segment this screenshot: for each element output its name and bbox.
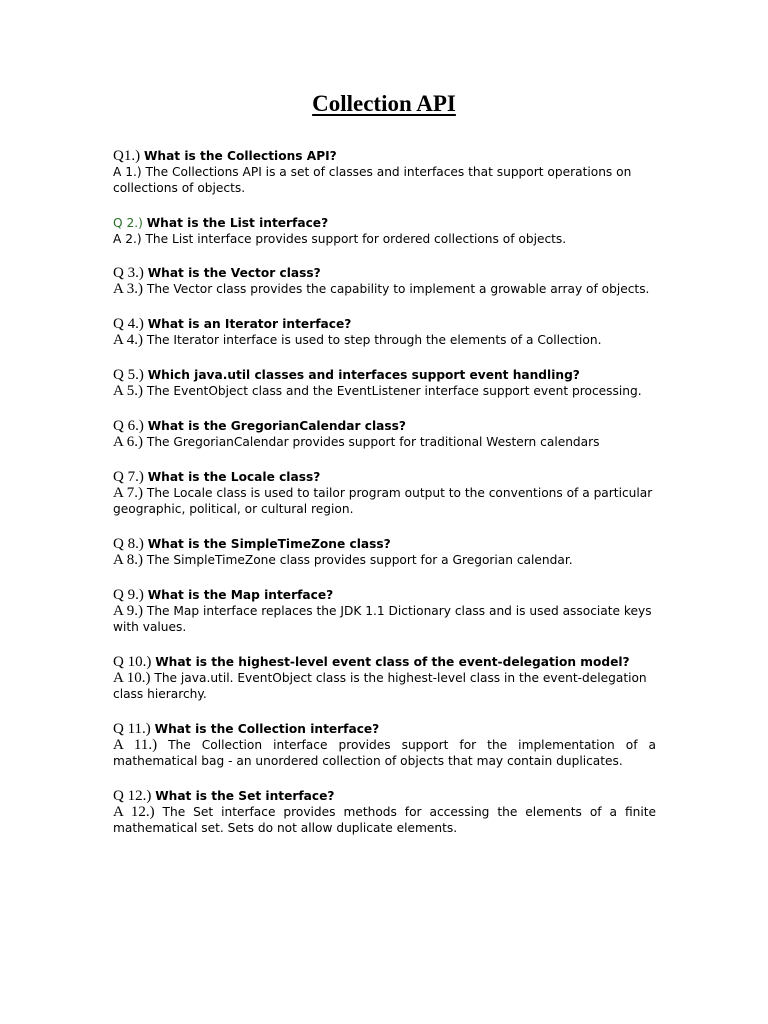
question-10	[113, 654, 656, 670]
answer-11	[113, 737, 656, 769]
answer-8	[113, 552, 656, 568]
answer-text: The Vector class provides the capability to implement a growable array of objects.	[146, 282, 650, 296]
qa-item-2	[113, 215, 656, 247]
question-6	[113, 418, 656, 434]
question-text: What is the List interface?	[146, 216, 329, 230]
qa-item-10	[113, 654, 656, 702]
answer-text: The Iterator interface is used to step through the elements of a Collection.	[146, 333, 602, 347]
qa-item-1	[113, 148, 656, 196]
answer-label: A 1.)	[113, 165, 142, 179]
answer-2	[113, 231, 656, 247]
question-7	[113, 469, 656, 485]
answer-text: The GregorianCalendar provides support for traditional Western calendars	[146, 435, 600, 449]
qa-item-9	[113, 587, 656, 635]
answer-text: The EventObject class and the EventListener interface support event processing.	[146, 384, 642, 398]
question-text: Which java.util classes and interfaces support event handling?	[147, 368, 580, 382]
answer-text: The Set interface provides methods for accessing the elements of a finite mathematical set. Sets do not allow duplicate elements.	[113, 805, 657, 835]
answer-text: The java.util. EventObject class is the highest-level class in the event-delegation class hierarchy.	[113, 671, 647, 701]
qa-item-6	[113, 418, 656, 450]
question-label: Q 5.)	[113, 367, 144, 383]
answer-label: A 3.)	[113, 281, 143, 297]
answer-4	[113, 332, 656, 348]
question-2	[113, 215, 656, 231]
answer-text: The Map interface replaces the JDK 1.1 Dictionary class and is used associate keys with values.	[113, 604, 652, 634]
question-8	[113, 536, 656, 552]
question-text: What is the Vector class?	[147, 266, 321, 280]
question-text: What is the Set interface?	[155, 789, 335, 803]
answer-label: A 4.)	[113, 332, 143, 348]
question-label: Q 3.)	[113, 265, 144, 281]
answer-label: A 12.)	[113, 804, 155, 820]
question-text: What is the SimpleTimeZone class?	[147, 537, 391, 551]
question-9	[113, 587, 656, 603]
answer-text: The List interface provides support for ordered collections of objects.	[145, 232, 567, 246]
question-label: Q 2.)	[113, 216, 143, 230]
question-12	[113, 788, 656, 804]
question-text: What is the Map interface?	[147, 588, 334, 602]
answer-label: A 11.)	[113, 737, 158, 753]
qa-list	[113, 148, 656, 855]
answer-label: A 6.)	[113, 434, 143, 450]
qa-item-12	[113, 788, 656, 836]
question-label: Q 7.)	[113, 469, 144, 485]
question-label: Q 9.)	[113, 587, 144, 603]
question-text: What is the highest-level event class of the event-delegation model?	[155, 655, 630, 669]
qa-item-8	[113, 536, 656, 568]
answer-text: The Collection interface provides support for the implementation of a mathematical bag - an unordered collection of objects that may contain duplicates.	[113, 738, 656, 768]
answer-label: A 5.)	[113, 383, 143, 399]
question-label: Q 4.)	[113, 316, 144, 332]
answer-text: The SimpleTimeZone class provides support for a Gregorian calendar.	[146, 553, 573, 567]
answer-text: The Locale class is used to tailor program output to the conventions of a particular geographic, political, or cultural region.	[113, 486, 653, 516]
question-text: What is an Iterator interface?	[147, 317, 352, 331]
answer-label: A 7.)	[113, 485, 143, 501]
answer-7	[113, 485, 656, 517]
answer-text: The Collections API is a set of classes and interfaces that support operations on collections of objects.	[113, 165, 632, 195]
answer-5	[113, 383, 656, 399]
answer-10	[113, 670, 656, 702]
qa-item-11	[113, 721, 656, 769]
question-label: Q 10.)	[113, 654, 152, 670]
answer-label: A 10.)	[113, 670, 151, 686]
question-4	[113, 316, 656, 332]
answer-label: A 2.)	[113, 232, 142, 246]
answer-label: A 9.)	[113, 603, 143, 619]
question-text: What is the Collections API?	[143, 149, 337, 163]
answer-9	[113, 603, 656, 635]
answer-3	[113, 281, 656, 297]
qa-item-3	[113, 265, 656, 297]
question-text: What is the Collection interface?	[154, 722, 380, 736]
question-label: Q 6.)	[113, 418, 144, 434]
answer-6	[113, 434, 656, 450]
document-title: Collection API	[312, 91, 456, 116]
question-3	[113, 265, 656, 281]
question-1	[113, 148, 656, 164]
question-label: Q 11.)	[113, 721, 151, 737]
question-text: What is the Locale class?	[147, 470, 321, 484]
question-11	[113, 721, 656, 737]
qa-item-7	[113, 469, 656, 517]
qa-item-5	[113, 367, 656, 399]
answer-12	[113, 804, 656, 836]
qa-item-4	[113, 316, 656, 348]
question-5	[113, 367, 656, 383]
answer-1	[113, 164, 656, 196]
question-label: Q 12.)	[113, 788, 152, 804]
question-label: Q 8.)	[113, 536, 144, 552]
question-label: Q1.)	[113, 148, 141, 164]
question-text: What is the GregorianCalendar class?	[147, 419, 406, 433]
answer-label: A 8.)	[113, 552, 143, 568]
